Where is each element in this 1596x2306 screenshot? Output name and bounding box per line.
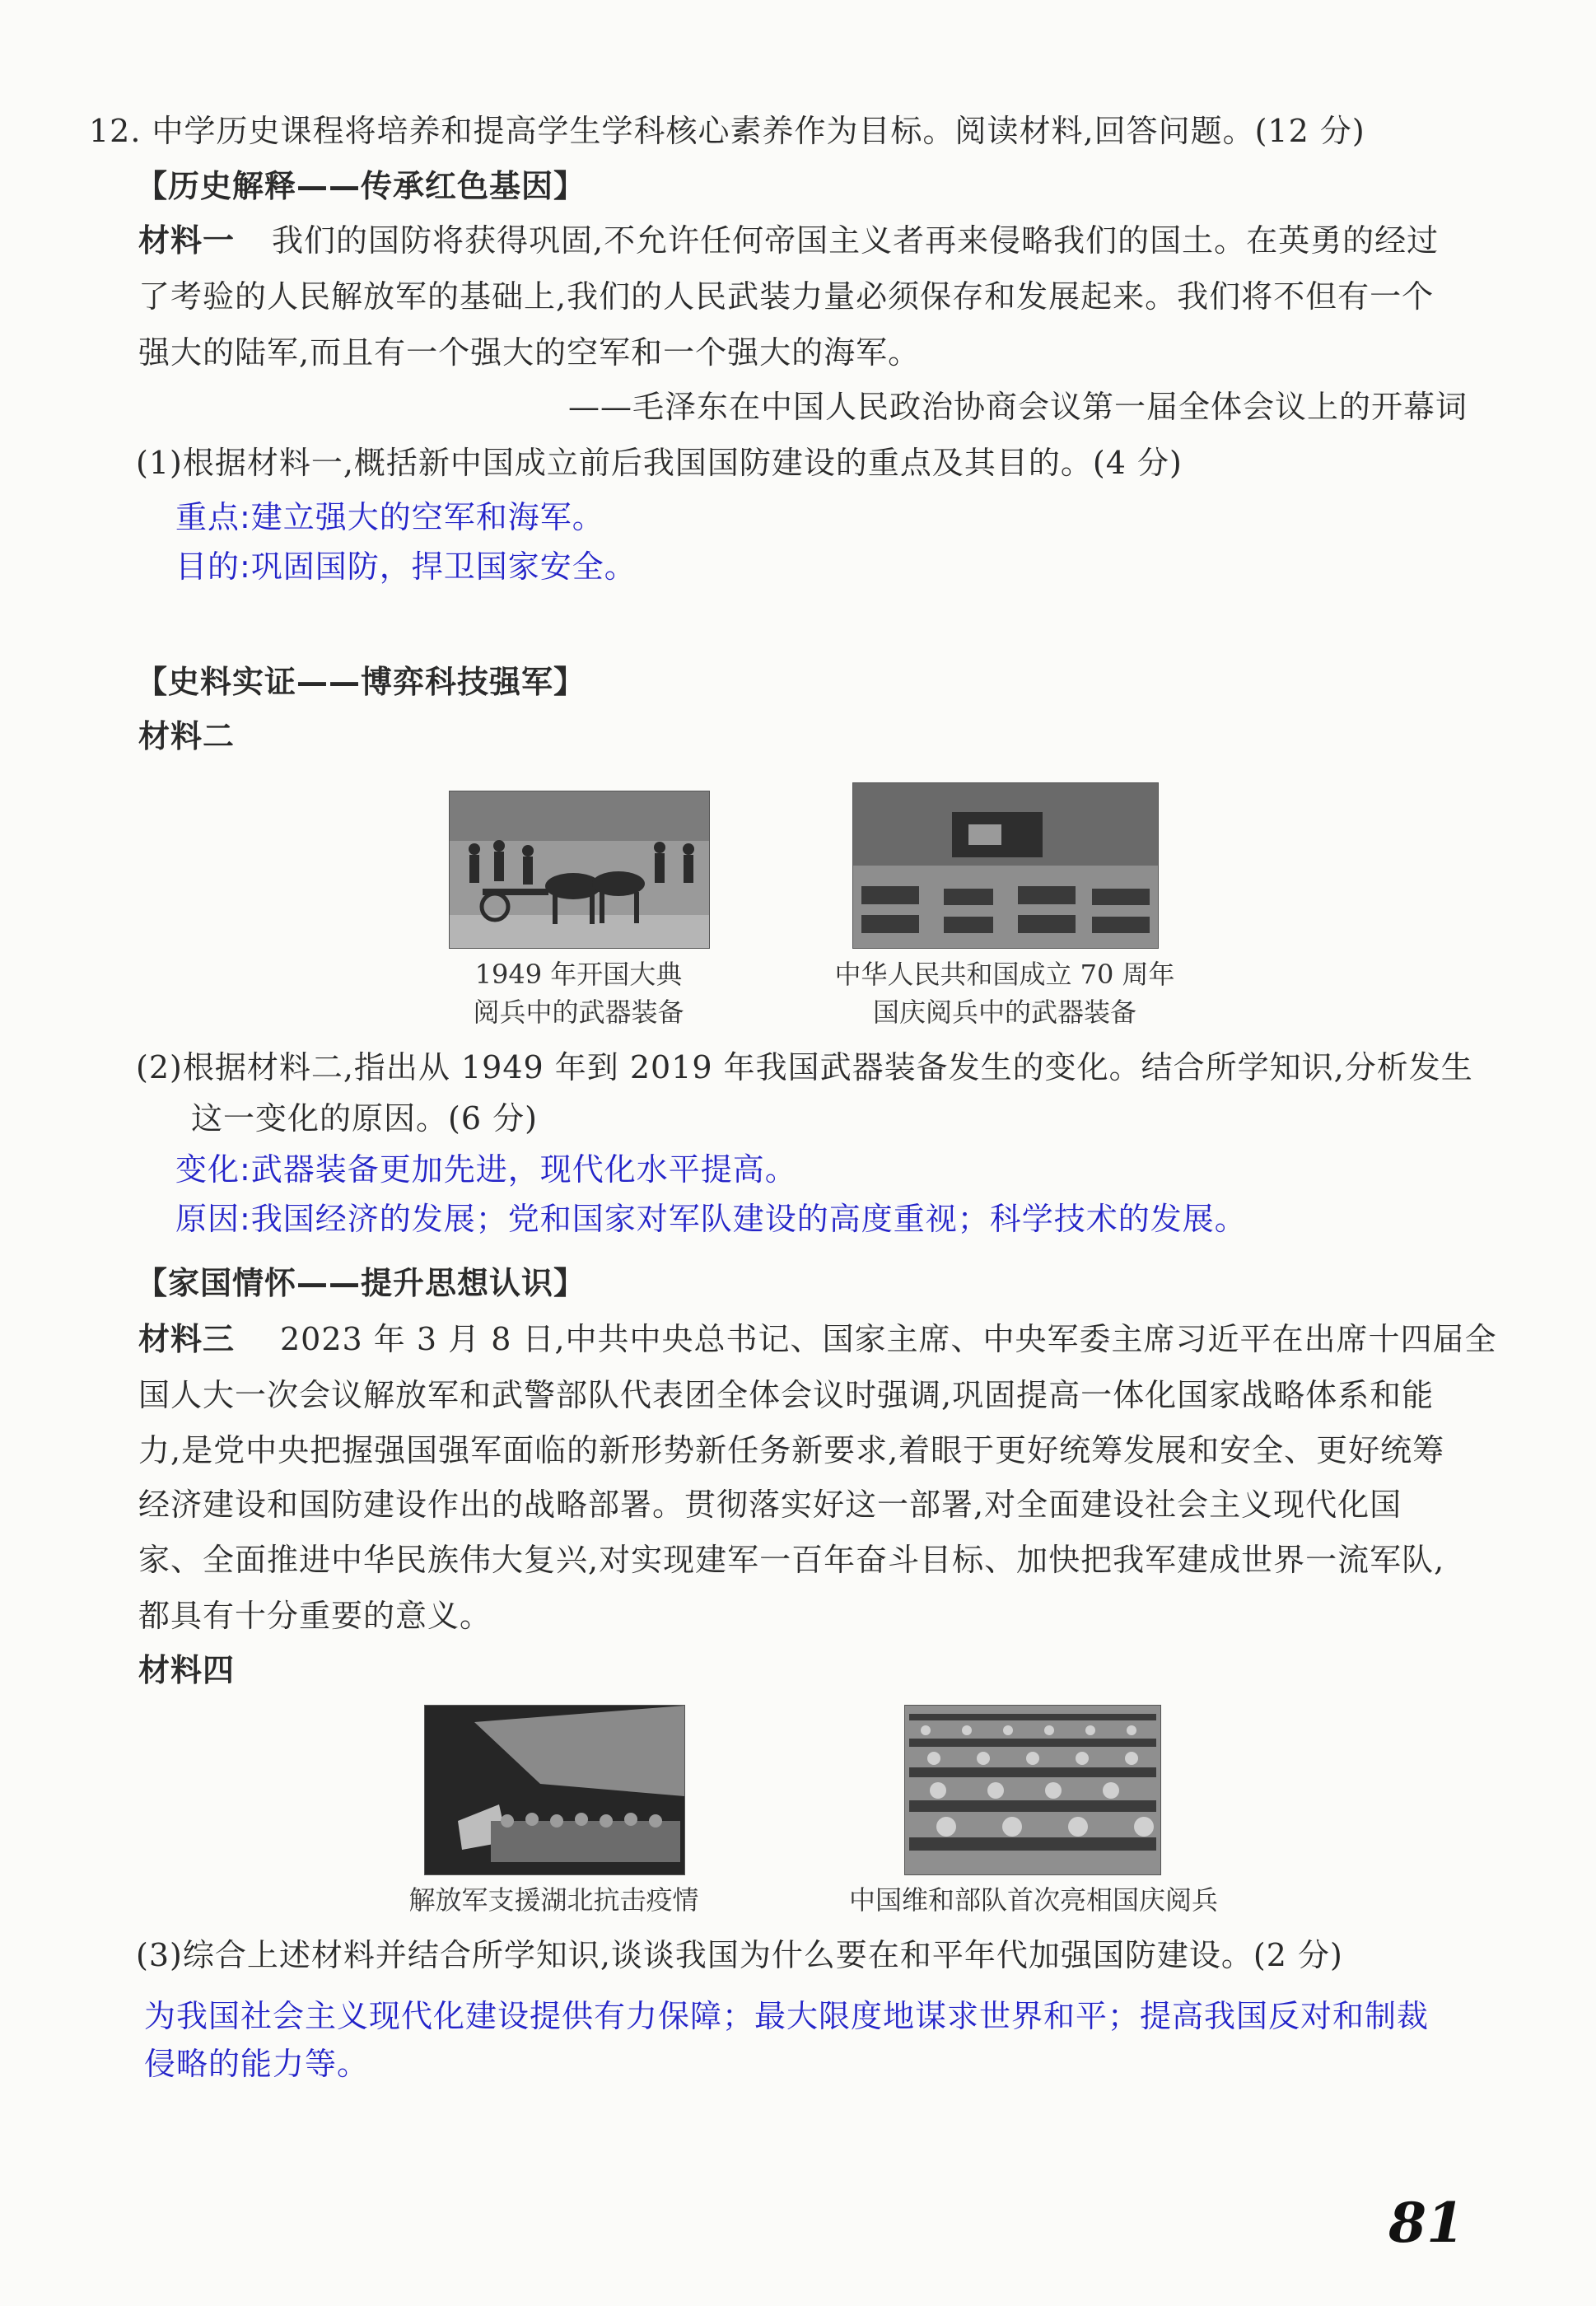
material-4-label: 材料四 [138,1652,236,1688]
answer-1-purpose: 目的:巩固国防，捍卫国家安全。 [175,548,637,585]
material-1-line-3: 强大的陆军,而且有一个强大的空军和一个强大的海军。 [138,334,921,371]
photo-1-caption-line-2: 阅兵中的武器装备 [473,997,684,1028]
answer-3-line-2: 侵略的能力等。 [144,2046,370,2082]
material-1-line-2: 了考验的人民解放军的基础上,我们的人民武装力量必须保存和发展起来。我们将不但有一个 [138,278,1435,315]
material-3-line-2: 国人大一次会议解放军和武警部队代表团全体会议时强调,巩固提高一体化国家战略体系和能 [138,1377,1435,1413]
epidemic-support-photo [424,1705,685,1875]
answer-2-change: 变化:武器装备更加先进，现代化水平提高。 [175,1151,797,1188]
question-stem: 12. 中学历史课程将培养和提高学生学科核心素养作为目标。阅读材料,回答问题。(12 分) [89,113,1365,149]
peacekeepers-parade-photo [904,1705,1161,1875]
photo-1-caption-line-1: 1949 年开国大典 [474,959,683,990]
page-number: 81 [1388,2191,1464,2255]
answer-2-reason: 原因:我国经济的发展；党和国家对军队建设的高度重视；科学技术的发展。 [175,1201,1247,1237]
parade-2019-photo [852,782,1159,949]
answer-3-line-1: 为我国社会主义现代化建设提供有力保障；最大限度地谋求世界和平；提高我国反对和制裁 [144,1998,1430,2034]
material-1-line-1: 我们的国防将获得巩固,不允许任何帝国主义者再来侵略我们的国土。在英勇的经过 [272,222,1440,259]
question-1: (1)根据材料一,概括新中国成立前后我国国防建设的重点及其目的。(4 分) [136,445,1183,481]
photo-2-caption-line-1: 中华人民共和国成立 70 周年 [834,959,1175,990]
material-3-line-6: 都具有十分重要的意义。 [138,1598,492,1634]
photo-4-caption: 中国维和部队首次亮相国庆阅兵 [848,1884,1218,1916]
section-heading-3: 【家国情怀——提升思想认识】 [136,1265,586,1301]
section-heading-1: 【历史解释——传承红色基因】 [136,168,586,204]
parade-1949-photo [449,791,710,949]
material-3-line-1: 2023 年 3 月 8 日,中共中央总书记、国家主席、中央军委主席习近平在出席十四届全 [280,1321,1497,1357]
question-2-line-1: (2)根据材料二,指出从 1949 年到 2019 年我国武器装备发生的变化。结合所学知识,分析发生 [136,1049,1473,1085]
material-3-line-5: 家、全面推进中华民族伟大复兴,对实现建军一百年奋斗目标、加快把我军建成世界一流军队, [138,1542,1445,1578]
material-3-label: 材料三 [138,1321,236,1357]
answer-1-focus: 重点:建立强大的空军和海军。 [175,499,604,535]
question-3: (3)综合上述材料并结合所学知识,谈谈我国为什么要在和平年代加强国防建设。(2 分) [136,1937,1343,1973]
material-2-label: 材料二 [138,718,236,754]
material-1-source: ——毛泽东在中国人民政治协商会议第一届全体会议上的开幕词 [568,389,1468,425]
photo-3-caption: 解放军支援湖北抗击疫情 [408,1884,699,1916]
material-3-line-4: 经济建设和国防建设作出的战略部署。贯彻落实好这一部署,对全面建设社会主义现代化国 [138,1487,1402,1523]
material-1-label: 材料一 [138,222,236,259]
photo-2-caption-line-2: 国庆阅兵中的武器装备 [872,997,1136,1028]
question-2-line-2: 这一变化的原因。(6 分) [191,1100,538,1137]
section-heading-2: 【史料实证——博弈科技强军】 [136,664,586,700]
material-3-line-3: 力,是党中央把握强国强军面临的新形势新任务新要求,着眼于更好统筹发展和安全、更好统筹 [138,1432,1445,1468]
